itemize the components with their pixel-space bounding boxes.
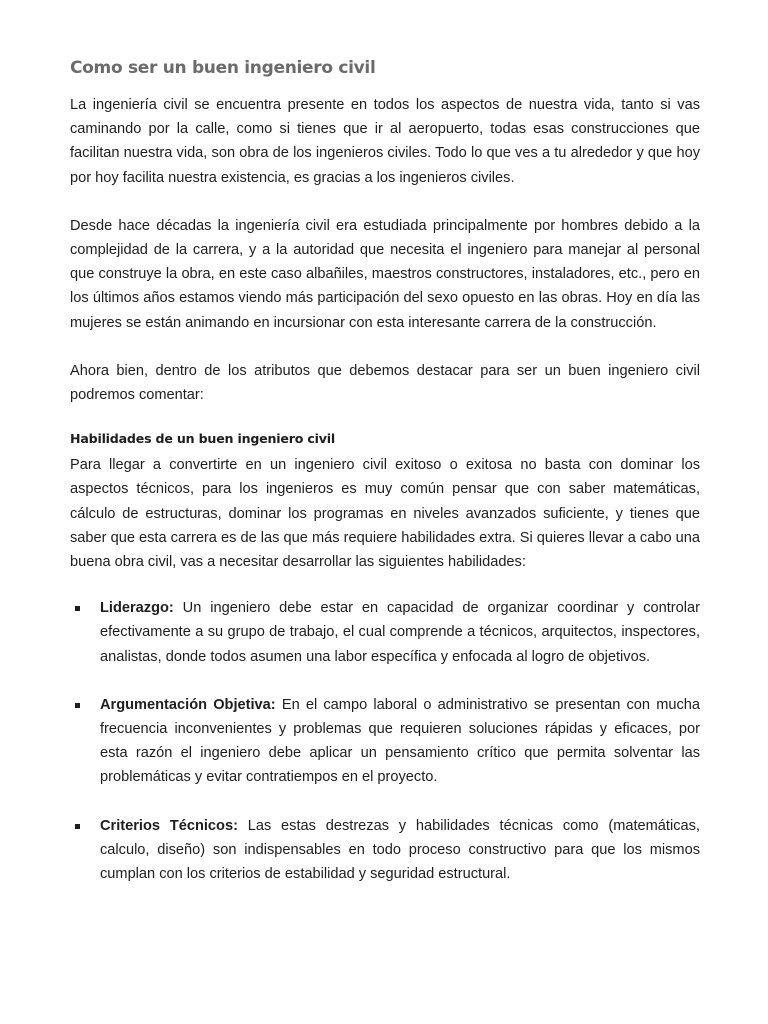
skill-description: Un ingeniero debe estar en capacidad de organizar coordinar y controlar efectivamente a su grupo de trabajo, el cual comprende a técnicos, arquitectos, inspectores, analistas, donde todos asumen una labor específica y enfocada al logro de objetivos. [100,600,700,665]
skill-term: Argumentación Objetiva: [100,696,276,713]
square-bullet-icon [75,596,85,620]
skill-item-criterios [70,814,700,887]
intro-paragraph-3: Ahora bien, dentro de los atributos que debemos destacar para ser un buen ingeniero civil podremos comentar: [70,362,700,404]
section-heading: Habilidades de un buen ingeniero civil [70,431,336,447]
document-page [70,56,700,886]
square-bullet-icon [75,693,85,717]
section-paragraph: Para llegar a convertirte en un ingeniero civil exitoso o exitosa no basta con dominar los aspectos técnicos, para los ingenieros es muy común pensar que con saber matemáticas, cálculo de estructuras, dominar los programas en niveles avanzados suficiente, y tienes que saber que esta carrera es de las que más requiere habilidades extra. Si quieres llevar a cabo una buena obra civil, vas a necesitar desarrollar las siguientes habilidades: [70,457,700,571]
skill-description: Las estas destrezas y habilidades técnicas como (matemáticas, calculo, diseño) son indispensables en todo proceso constructivo para que los mismos cumplan con los criterios de estabilidad y seguridad estructural. [100,817,700,883]
skill-item-liderazgo [70,596,700,669]
document-title: Como ser un buen ingeniero civil [70,58,376,78]
skill-term: Liderazgo: [100,600,174,617]
square-bullet-icon [75,814,85,838]
intro-paragraph-1: La ingeniería civil se encuentra presente en todos los aspectos de nuestra vida, tanto si vas caminando por la calle, como si tienes que ir al aeropuerto, todas esas construcciones que facilitan nuestra vida, son obra de los ingenieros civiles. Todo lo que ves a tu alrededor y que hoy por hoy facilita nuestra existencia, es gracias a los ingenieros civiles. [70,97,700,186]
skill-item-argumentacion [70,693,700,790]
skills-list [70,596,700,886]
skill-description: En el campo laboral o administrativo se presentan con mucha frecuencia inconvenientes y problemas que requieren soluciones rápidas y eficaces, por esta razón el ingeniero debe aplicar un pensamiento crítico que permita solventar las problemáticas y evitar contratiempos en el proyecto. [100,696,701,786]
skill-term: Criterios Técnicos: [100,817,238,834]
intro-paragraph-2: Desde hace décadas la ingeniería civil era estudiada principalmente por hombres debido a la complejidad de la carrera, y a la autoridad que necesita el ingeniero para manejar al personal que construye la obra, en este caso albañiles, maestros constructores, instaladores, etc., pero en los últimos años estamos viendo más participación del sexo opuesto en las obras. Hoy en día las mujeres se están animando en incursionar con esta interesante carrera de la construcción. [70,217,700,331]
